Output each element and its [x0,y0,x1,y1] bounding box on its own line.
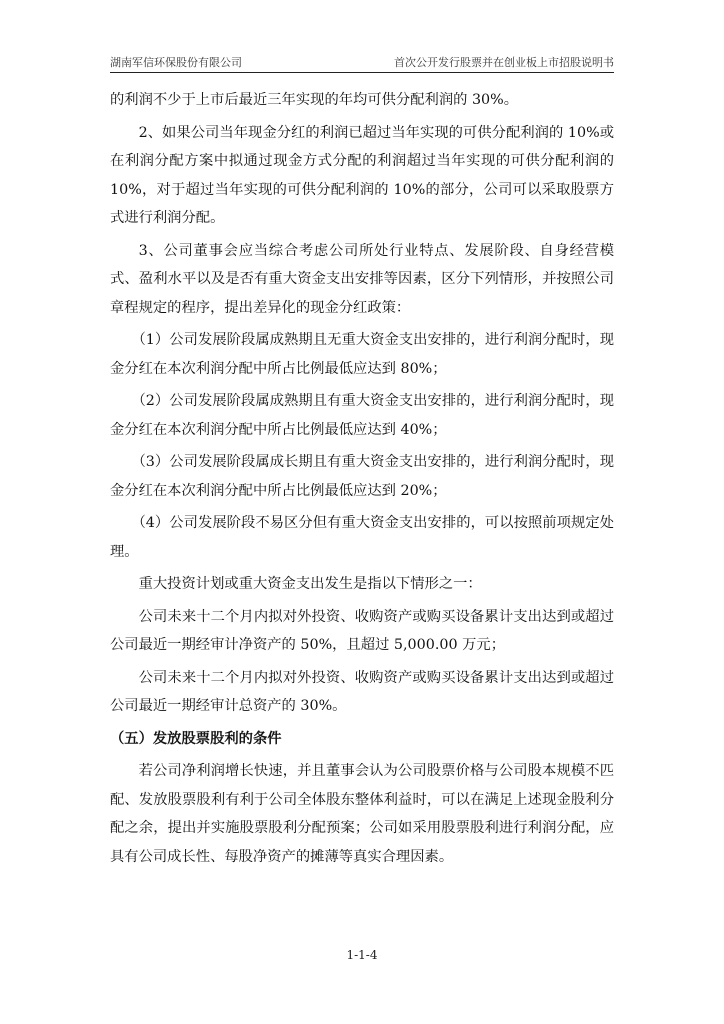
sub-item-3: （3）公司发展阶段属成长期且有重大资金支出安排的，进行利润分配时，现金分红在本次利润分配中所占比例最低应达到 20%； [110,454,614,499]
sub-item-4: （4）公司发展阶段不易区分但有重大资金支出安排的，可以按照前项规定处理。 [110,515,614,560]
paragraph-stock-dividend: 若公司净利润增长快速，并且董事会认为公司股票价格与公司股本规模不匹配、发放股票股利有利于公司全体股东整体利益时，可以在满足上述现金股利分配之余，提出并实施股票股利分配预案；公司如采用股票股利进行利润分配，应具有公司成长性、每股净资产的摊薄等真实合理因素。 [110,763,614,865]
page-number: 1-1-4 [346,948,378,962]
paragraph-definition: 重大投资计划或重大资金支出发生是指以下情形之一： [138,576,482,592]
paragraph-continuation: 的利润不少于上市后最近三年实现的年均可供分配利润的 30%。 [110,92,519,108]
sub-item-1: （1）公司发展阶段属成熟期且无重大资金支出安排的，进行利润分配时，现金分红在本次利润分配中所占比例最低应达到 80%； [110,332,614,377]
document-title: 首次公开发行股票并在创业板上市招股说明书 [394,56,614,69]
company-name: 湖南军信环保股份有限公司 [110,56,242,69]
document-body [110,86,614,875]
paragraph-item-2: 2、如果公司当年现金分红的利润已超过当年实现的可供分配利润的 10%或在利润分配方案中拟通过现金方式分配的利润超过当年实现的可供分配利润的 10%，对于超过当年实现的可供分配利润的 10%的部分，公司可以采取股票方式进行利润分配。 [110,124,614,226]
paragraph-condition-2: 公司未来十二个月内拟对外投资、收购资产或购买设备累计支出达到或超过公司最近一期经审计总资产的 30%。 [110,669,614,714]
sub-item-2: （2）公司发展阶段属成熟期且有重大资金支出安排的，进行利润分配时，现金分红在本次利润分配中所占比例最低应达到 40%； [110,393,614,438]
page-header [110,52,614,73]
section-heading: （五）发放股票股利的条件 [110,730,282,747]
paragraph-condition-1: 公司未来十二个月内拟对外投资、收购资产或购买设备累计支出达到或超过公司最近一期经审计净资产的 50%，且超过 5,000.00 万元； [110,608,614,653]
paragraph-item-3: 3、公司董事会应当综合考虑公司所处行业特点、发展阶段、自身经营模式、盈利水平以及是否有重大资金支出安排等因素，区分下列情形，并按照公司章程规定的程序，提出差异化的现金分红政策： [110,242,614,316]
